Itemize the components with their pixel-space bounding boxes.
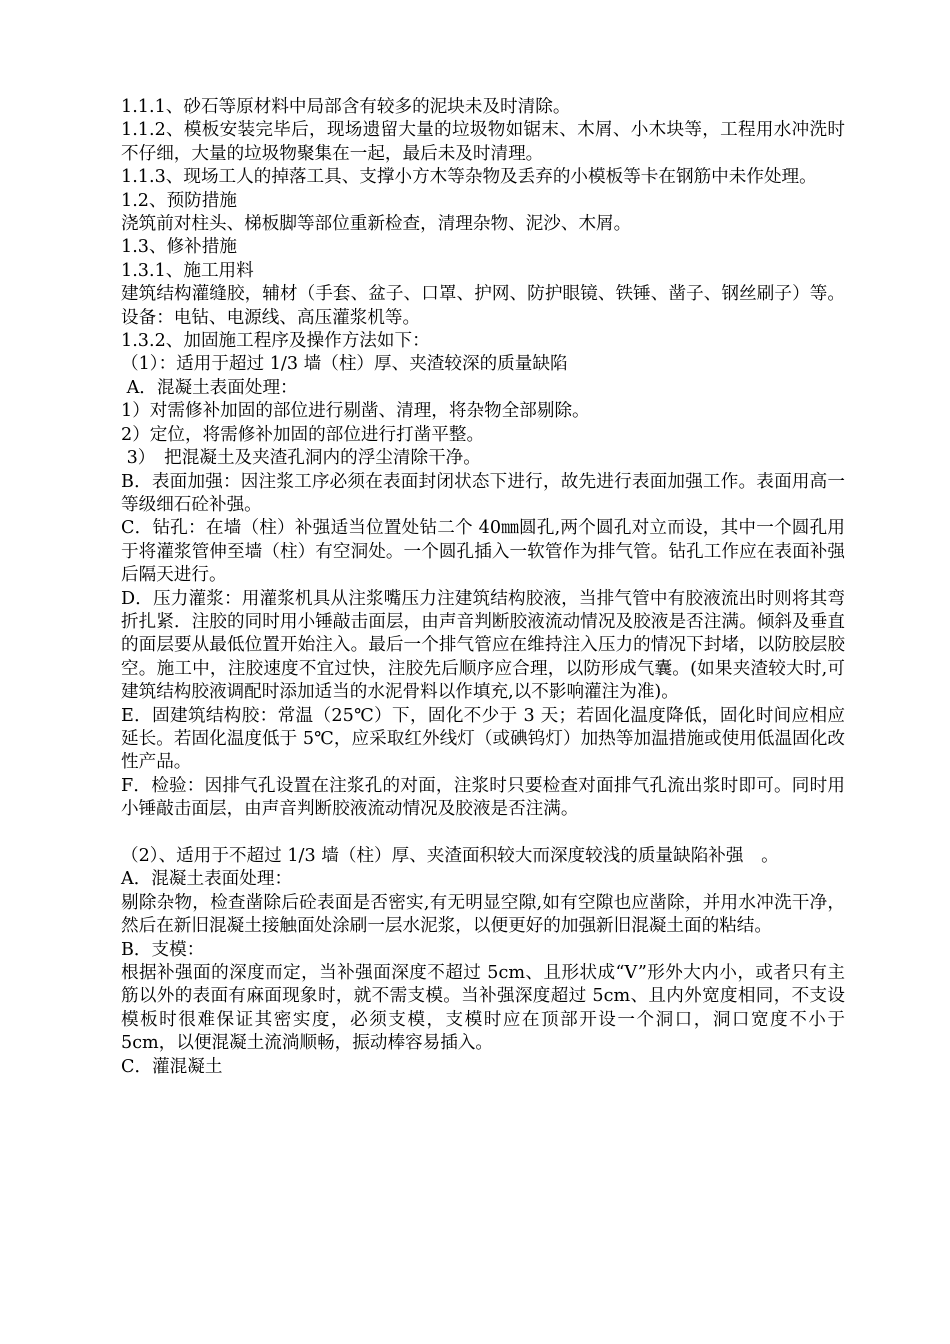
materials-text: 建筑结构灌缝胶，辅材（手套、盆子、口罩、护网、防护眼镜、铁锤、凿子、钢丝刷子）等。设备：电钻、电源线、高压灌浆机等。 [121, 284, 845, 328]
case-1-step-f: F．检验：因排气孔设置在注浆孔的对面，注浆时只要检查对面排气孔流出浆时即可。同时用小锤敲击面层，由声音判断胶液流动情况及胶液是否注满。 [121, 775, 845, 820]
case-1-substep-2: 2）定位，将需修补加固的部位进行打凿平整。 [121, 424, 485, 445]
case-2-title: （2）、适用于不超过 1/3 墙（柱）厚、夹渣面积较大而深度较浅的质量缺陷补强 。 [121, 845, 779, 866]
prevention-text: 浇筑前对柱头、梯板脚等部位重新检查，清理杂物、泥沙、木屑。 [121, 214, 632, 235]
case-1-step-d: D．压力灌浆：用灌浆机具从注浆嘴压力注建筑结构胶液，当排气管中有胶液流出时则将其弯折扎紧．注胶的同时用小锤敲击面层，由声音判断胶液流动情况及胶液是否注满。倾斜及垂直的面层要从最低位置开始注入。最后一个排气管应在维持注入压力的情况下封堵，以防胶层胶空。施工中，注胶速度不宜过快，注胶先后顺序应合理，以防形成气囊。(如果夹渣较大时,可建筑结构胶液调配时添加适当的水泥骨料以作填充,以不影响灌注为准)。 [121, 588, 845, 703]
document-body [121, 96, 851, 1079]
case-2-step-b-text: 根据补强面的深度而定，当补强面深度不超过 5cm、且形状成“V”形外大内小，或者只有主筋以外的表面有麻面现象时，就不需支模。当补强深度超过 5cm、且内外宽度相同，不支设模板时很难保证其密实度，必须支模，支模时应在顶部开设一个洞口，洞口宽度不小于 5cm，以便混凝土流淌顺畅，振动棒容易插入。 [121, 963, 851, 1054]
item-1-1-2: 1.1.2、模板安装完毕后，现场遗留大量的垃圾物如锯末、木屑、小木块等，工程用水冲洗时不仔细，大量的垃圾物聚集在一起，最后未及时清理。 [121, 120, 845, 164]
heading-procedure: 1.3.2、加固施工程序及操作方法如下： [121, 331, 430, 352]
heading-prevention: 1.2、预防措施 [121, 190, 237, 211]
case-1-step-c: C．钻孔：在墙（柱）补强适当位置处钻二个 40㎜圆孔,两个圆孔对立而设，其中一个圆孔用于将灌浆管伸至墙（柱）有空洞处。一个圆孔插入一软管作为排气管。钻孔工作应在表面补强后隔天进行。 [121, 518, 845, 586]
case-1-substep-1: 1）对需修补加固的部位进行剔凿、清理，将杂物全部剔除。 [121, 401, 590, 422]
case-1-step-a: A．混凝土表面处理： [121, 377, 298, 398]
item-1-1-1: 1.1.1、砂石等原材料中局部含有较多的泥块未及时清除。 [121, 97, 571, 117]
heading-repair: 1.3、修补措施 [121, 237, 237, 258]
case-1-title: （1）：适用于超过 1/3 墙（柱）厚、夹渣较深的质量缺陷 [121, 354, 568, 375]
case-1-step-b: B．表面加强：因注浆工序必须在表面封闭状态下进行，故先进行表面加强工作。表面用高一等级细石砼补强。 [121, 471, 845, 515]
case-2-step-c: C．灌混凝土 [121, 1056, 223, 1077]
case-1-step-e: E．固建筑结构胶：常温（25℃）下，固化不少于 3 天；若固化温度降低，固化时间应相应延长。若固化温度低于 5℃，应采取红外线灯（或碘钨灯）加热等加温措施或使用低温固化改性产品。 [121, 705, 845, 773]
heading-materials: 1.3.1、施工用料 [121, 260, 254, 281]
case-2-step-a: A．混凝土表面处理： [121, 869, 293, 890]
item-1-1-3: 1.1.3、现场工人的掉落工具、支撑小方木等杂物及丢弃的小模板等卡在钢筋中未作处理。 [121, 167, 817, 188]
case-1-substep-3: 3） 把混凝土及夹渣孔洞内的浮尘清除干净。 [121, 448, 481, 469]
case-2-step-a-text: 剔除杂物，检查凿除后砼表面是否密实,有无明显空隙,如有空隙也应凿除，并用水冲洗干净，然后在新旧混凝土接触面处涂刷一层水泥浆，以便更好的加强新旧混凝土面的粘结。 [121, 892, 845, 937]
blank-line [121, 822, 845, 845]
case-2-step-b: B．支模： [121, 939, 205, 960]
